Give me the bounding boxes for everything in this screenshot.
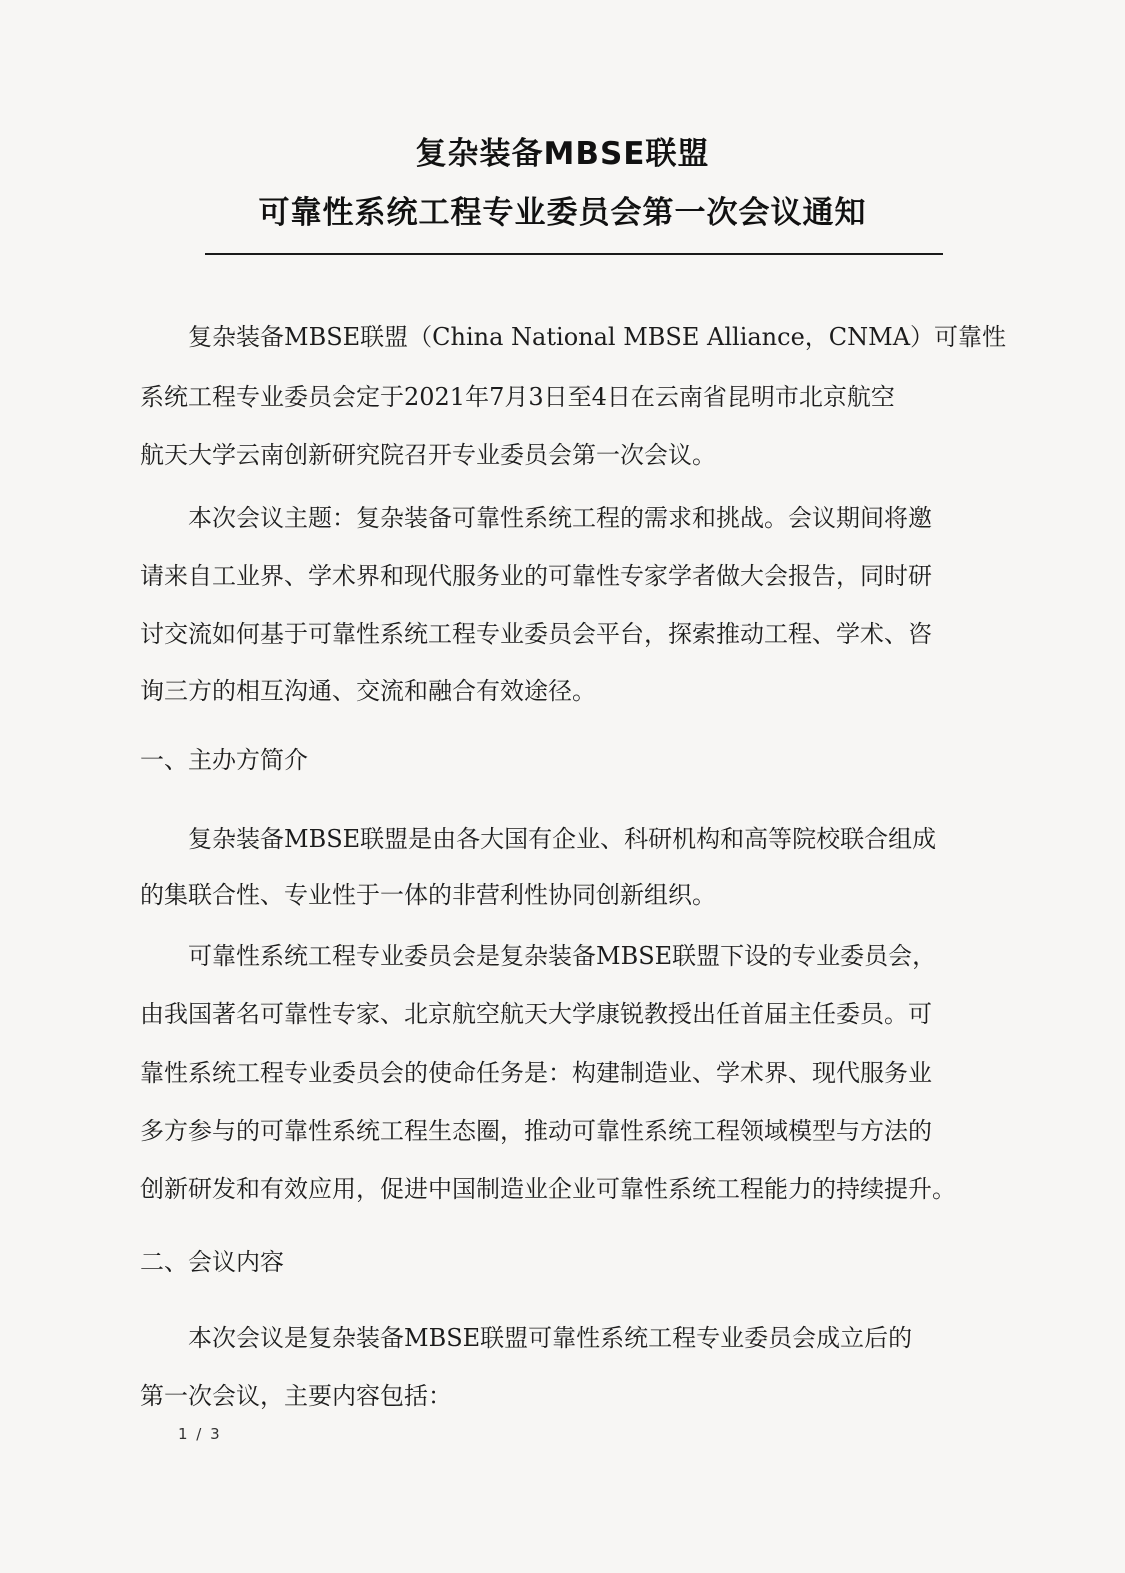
theme-line-1: 本次会议主题：复杂装备可靠性系统工程的需求和挑战。会议期间将邀 [188,504,932,532]
theme-line-4: 询三方的相互沟通、交流和融合有效途径。 [140,677,596,705]
section1-p1-line-2: 的集联合性、专业性于一体的非营利性协同创新组织。 [140,881,716,909]
intro-line-3: 航天大学云南创新研究院召开专业委员会第一次会议。 [140,441,716,469]
section1-p2-line-2: 由我国著名可靠性专家、北京航空航天大学康锐教授出任首届主任委员。可 [140,1000,932,1028]
title-divider [205,253,943,255]
document-title-line2: 可靠性系统工程专业委员会第一次会议通知 [258,195,867,231]
section2-heading: 二、会议内容 [140,1248,284,1276]
intro-line-1: 复杂装备MBSE联盟（China National MBSE Alliance，CNMA）可靠性 [188,323,1007,351]
section1-p2-line-3: 靠性系统工程专业委员会的使命任务是：构建制造业、学术界、现代服务业 [140,1059,932,1087]
section1-p2-line-5: 创新研发和有效应用，促进中国制造业企业可靠性系统工程能力的持续提升。 [140,1175,956,1203]
section1-heading: 一、主办方简介 [140,746,308,774]
section2-p1-line-1: 本次会议是复杂装备MBSE联盟可靠性系统工程专业委员会成立后的 [188,1324,913,1352]
document-title-line1: 复杂装备MBSE联盟 [415,136,710,172]
intro-line-2: 系统工程专业委员会定于2021年7月3日至4日在云南省昆明市北京航空 [140,383,895,411]
page-number: 1 / 3 [178,1425,222,1443]
section2-p1-line-2: 第一次会议，主要内容包括： [140,1382,452,1410]
theme-line-3: 讨交流如何基于可靠性系统工程专业委员会平台，探索推动工程、学术、咨 [140,620,932,648]
theme-line-2: 请来自工业界、学术界和现代服务业的可靠性专家学者做大会报告，同时研 [140,562,932,590]
section1-p1-line-1: 复杂装备MBSE联盟是由各大国有企业、科研机构和高等院校联合组成 [188,825,937,853]
section1-p2-line-4: 多方参与的可靠性系统工程生态圈，推动可靠性系统工程领域模型与方法的 [140,1117,932,1145]
section1-p2-line-1: 可靠性系统工程专业委员会是复杂装备MBSE联盟下设的专业委员会， [188,942,937,970]
